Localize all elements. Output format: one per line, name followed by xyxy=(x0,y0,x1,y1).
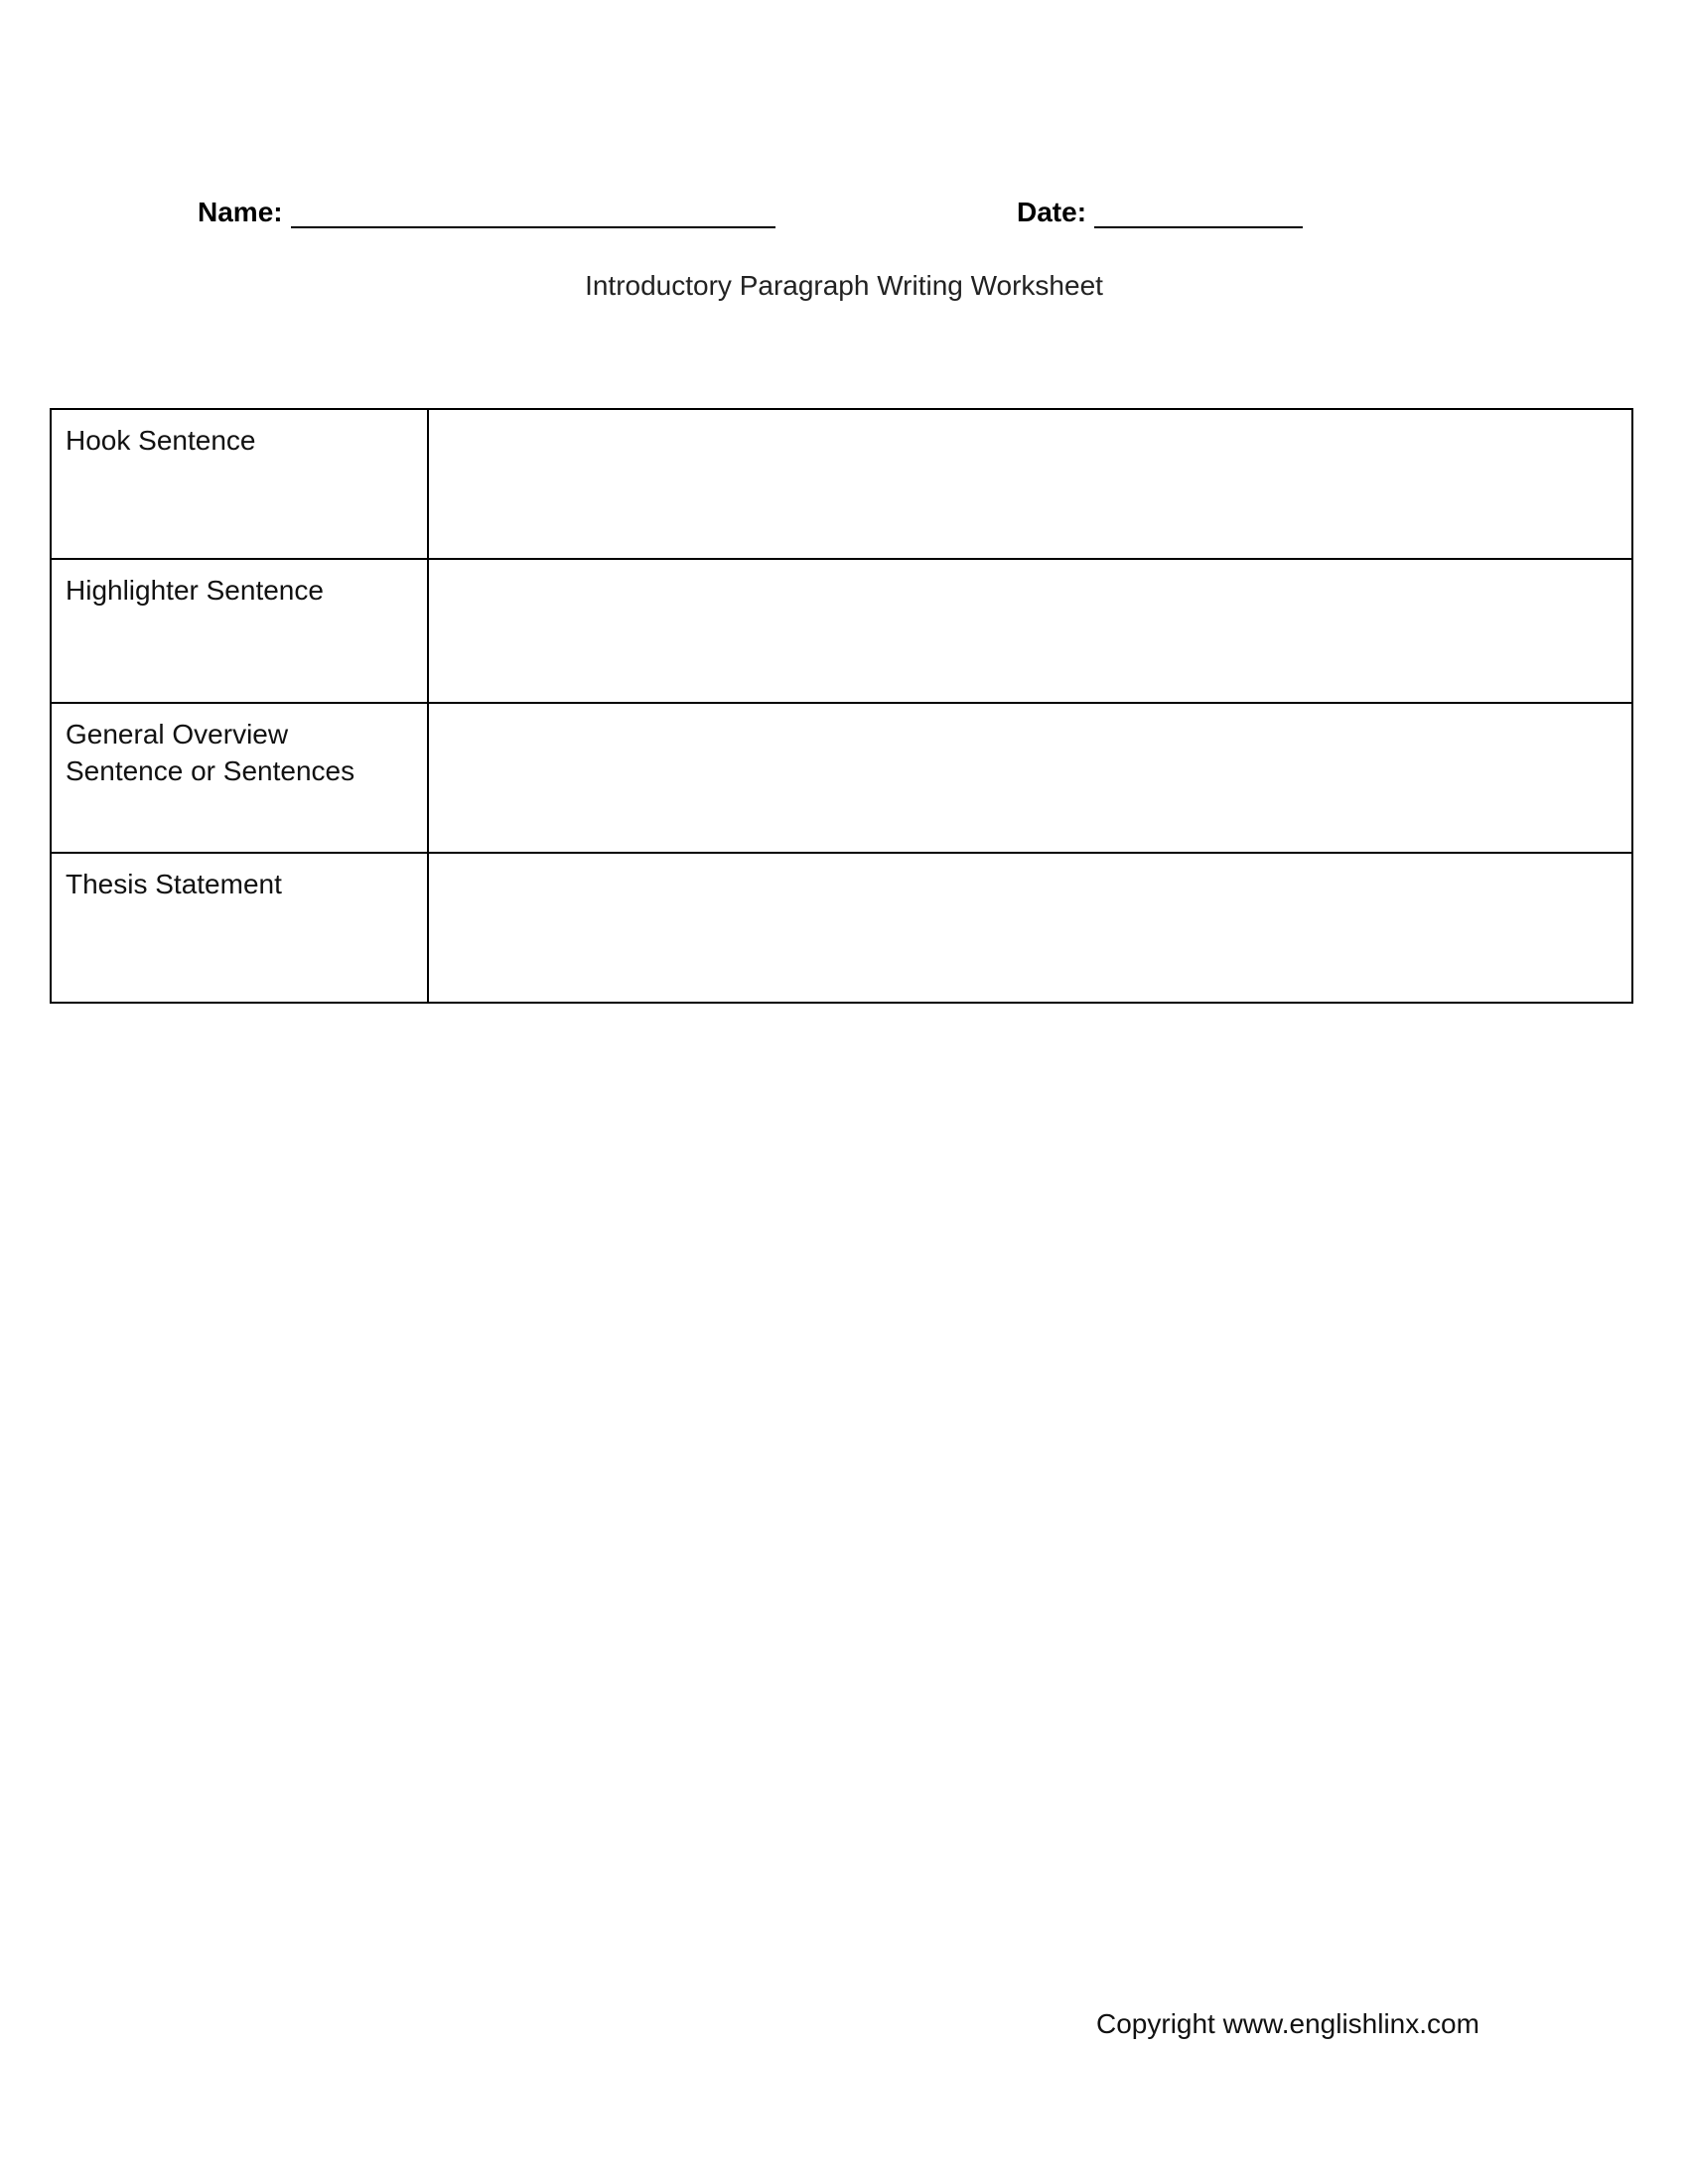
row-label-hook: Hook Sentence xyxy=(51,409,428,559)
copyright-text: Copyright www.englishlinx.com xyxy=(1096,2008,1479,2039)
name-field xyxy=(198,197,775,228)
table-row xyxy=(51,409,1632,559)
name-blank-line[interactable] xyxy=(291,199,775,228)
table-row xyxy=(51,559,1632,703)
row-label-general-overview: General Overview Sentence or Sentences xyxy=(51,703,428,853)
date-label: Date: xyxy=(1017,197,1087,227)
answer-cell-hook[interactable] xyxy=(428,409,1632,559)
answer-cell-highlighter[interactable] xyxy=(428,559,1632,703)
date-field xyxy=(1017,197,1303,228)
date-blank-line[interactable] xyxy=(1094,199,1303,228)
name-label: Name: xyxy=(198,197,283,227)
worksheet-title: Introductory Paragraph Writing Worksheet xyxy=(585,270,1103,301)
table-row xyxy=(51,853,1632,1003)
answer-cell-thesis[interactable] xyxy=(428,853,1632,1003)
table-row xyxy=(51,703,1632,853)
row-label-highlighter: Highlighter Sentence xyxy=(51,559,428,703)
answer-cell-general-overview[interactable] xyxy=(428,703,1632,853)
row-label-thesis: Thesis Statement xyxy=(51,853,428,1003)
worksheet-table xyxy=(50,408,1633,1004)
